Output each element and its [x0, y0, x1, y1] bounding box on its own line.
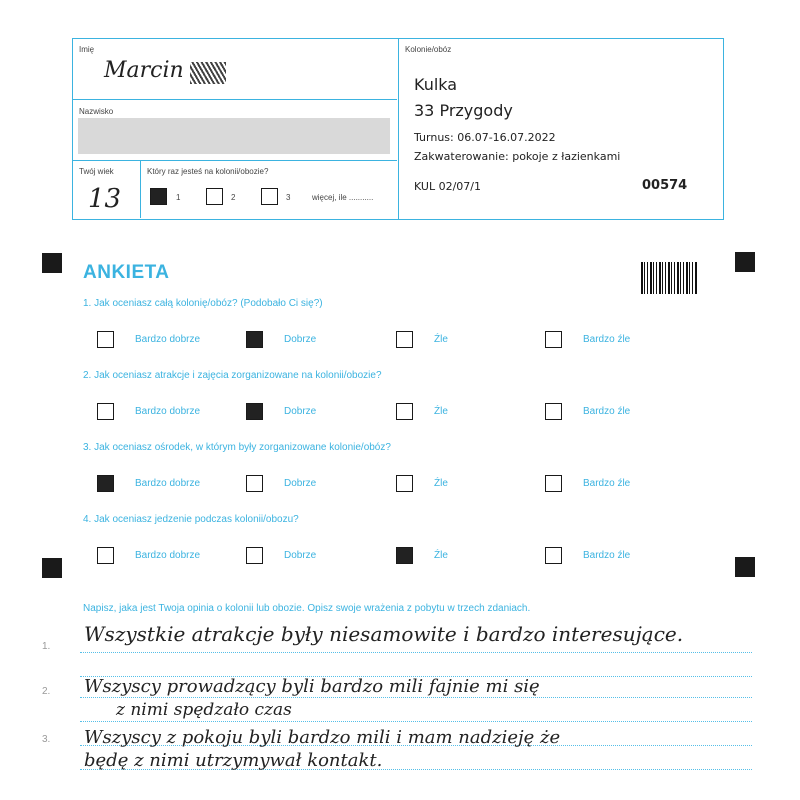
question-2-option-3: Źle: [434, 406, 448, 417]
line-number-2: 2.: [42, 686, 51, 697]
handwriting-line-5: będę z nimi utrzymywał kontakt.: [84, 750, 383, 771]
question-2-checkbox-1[interactable]: [97, 403, 114, 420]
question-2-option-2: Dobrze: [284, 406, 317, 417]
question-2-option-1: Bardzo dobrze: [135, 406, 201, 417]
question-4-checkbox-1[interactable]: [97, 547, 114, 564]
question-2-text: 2. Jak oceniasz atrakcje i zajęcia zorganizowane na kolonii/obozie?: [83, 370, 382, 381]
redacted-scribble: [190, 62, 226, 84]
question-1-text: 1. Jak oceniasz całą kolonię/obóz? (Podobało Ci się?): [83, 298, 323, 309]
age-label: Twój wiek: [79, 167, 114, 176]
question-2-checkbox-2[interactable]: [246, 403, 263, 420]
question-2-option-4: Bardzo źle: [583, 406, 631, 417]
question-4-checkbox-4[interactable]: [545, 547, 562, 564]
times-checkbox-2[interactable]: [206, 188, 223, 205]
question-1-option-4: Bardzo źle: [583, 334, 631, 345]
question-3-option-2: Dobrze: [284, 478, 317, 489]
registration-marker-top-left: [42, 253, 62, 273]
question-1-checkbox-2[interactable]: [246, 331, 263, 348]
times-checkbox-1[interactable]: [150, 188, 167, 205]
question-4-option-4: Bardzo źle: [583, 550, 631, 561]
question-2-checkbox-4[interactable]: [545, 403, 562, 420]
name-label: Imię: [79, 45, 95, 54]
times-label: Który raz jesteś na kolonii/obozie?: [147, 167, 269, 176]
times-option-1: 1: [176, 193, 181, 202]
line-number-3: 3.: [42, 734, 51, 745]
question-3-text: 3. Jak oceniasz ośrodek, w którym były zorganizowane kolonie/obóz?: [83, 442, 391, 453]
question-4-checkbox-2[interactable]: [246, 547, 263, 564]
line-number-1: 1.: [42, 641, 51, 652]
answer-line-3: [80, 697, 752, 698]
question-3-checkbox-1[interactable]: [97, 475, 114, 492]
accommodation: Zakwaterowanie: pokoje z łazienkami: [414, 150, 621, 163]
registration-marker-bottom-left: [42, 558, 62, 578]
question-4-text: 4. Jak oceniasz jedzenie podczas kolonii/obozu?: [83, 514, 299, 525]
times-option-more: więcej, ile ...........: [312, 193, 374, 202]
age-divider: [140, 160, 141, 218]
question-3-checkbox-3[interactable]: [396, 475, 413, 492]
surname-redaction: [78, 118, 390, 154]
question-1-option-3: Źle: [434, 334, 448, 345]
camp-name: Kulka: [414, 75, 458, 94]
surname-divider: [72, 160, 397, 161]
answer-line-1: [80, 652, 752, 653]
name-handwriting: Marcin: [104, 58, 184, 83]
times-checkbox-3[interactable]: [261, 188, 278, 205]
registration-marker-top-right: [735, 252, 755, 272]
question-1-option-1: Bardzo dobrze: [135, 334, 201, 345]
times-option-2: 2: [231, 193, 236, 202]
barcode: [641, 262, 697, 294]
question-1-checkbox-4[interactable]: [545, 331, 562, 348]
form-number: 00574: [642, 178, 688, 193]
age-handwriting: 13: [88, 184, 122, 214]
handwriting-line-4: Wszyscy z pokoju byli bardzo mili i mam nadzieję że: [84, 727, 561, 748]
question-1-option-2: Dobrze: [284, 334, 317, 345]
question-3-option-4: Bardzo źle: [583, 478, 631, 489]
question-4-option-1: Bardzo dobrze: [135, 550, 201, 561]
question-1-checkbox-1[interactable]: [97, 331, 114, 348]
name-divider: [72, 99, 397, 100]
question-3-option-1: Bardzo dobrze: [135, 478, 201, 489]
camp-label: Kolonie/obóz: [405, 45, 452, 54]
question-4-checkbox-3[interactable]: [396, 547, 413, 564]
opinion-prompt: Napisz, jaka jest Twoja opinia o kolonii lub obozie. Opisz swoje wrażenia z pobytu w trzech zdaniach.: [83, 603, 531, 614]
turnus: Turnus: 06.07-16.07.2022: [414, 131, 556, 144]
question-4-option-3: Źle: [434, 550, 448, 561]
camp-title: 33 Przygody: [414, 101, 513, 120]
registration-marker-bottom-right: [735, 557, 755, 577]
handwriting-line-1: Wszystkie atrakcje były niesamowite i bardzo interesujące.: [84, 622, 684, 646]
times-option-3: 3: [286, 193, 291, 202]
surname-label: Nazwisko: [79, 107, 114, 116]
question-4-option-2: Dobrze: [284, 550, 317, 561]
question-3-checkbox-2[interactable]: [246, 475, 263, 492]
handwriting-line-2: Wszyscy prowadzący byli bardzo mili fajnie mi się: [84, 676, 540, 697]
handwriting-line-3: z nimi spędzało czas: [116, 700, 292, 720]
question-2-checkbox-3[interactable]: [396, 403, 413, 420]
question-3-checkbox-4[interactable]: [545, 475, 562, 492]
question-3-option-3: Źle: [434, 478, 448, 489]
question-1-checkbox-3[interactable]: [396, 331, 413, 348]
survey-title: ANKIETA: [83, 262, 170, 283]
camp-code: KUL 02/07/1: [414, 180, 481, 193]
answer-line-4: [80, 721, 752, 722]
